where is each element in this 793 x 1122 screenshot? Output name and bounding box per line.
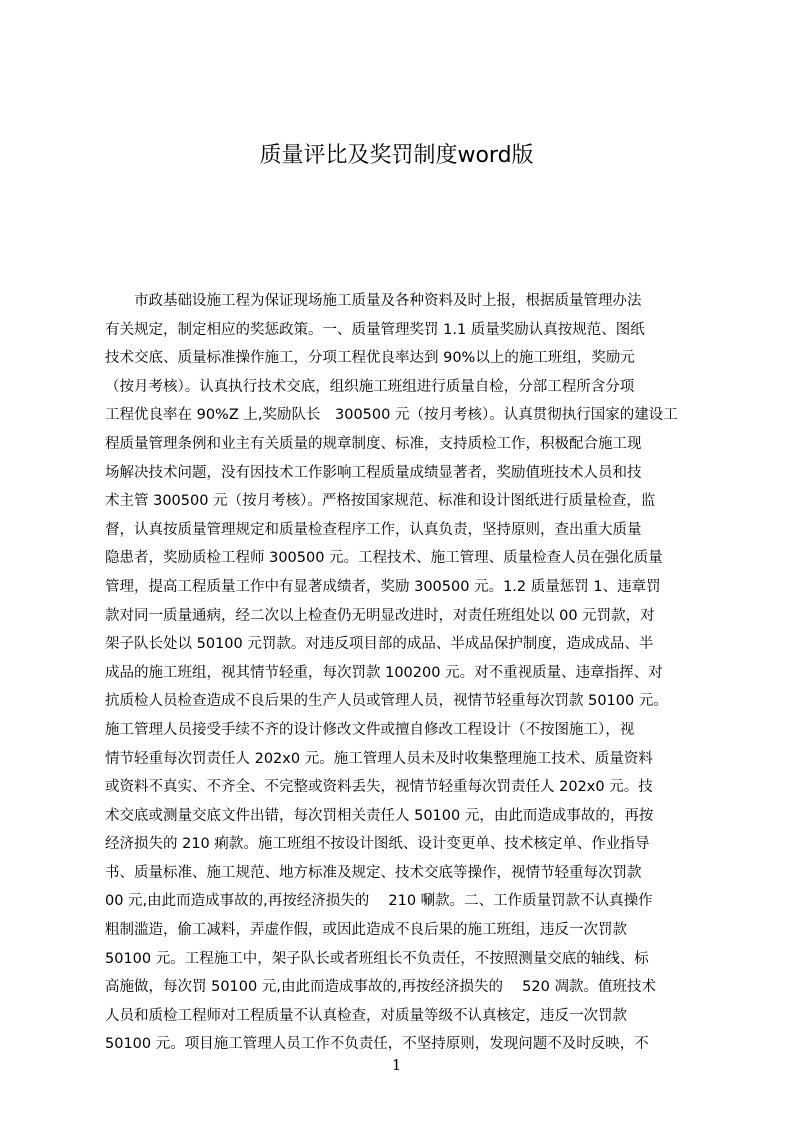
body-line: 抗质检人员检查造成不良后果的生产人员或管理人员，视情节轻重每次罚款 50100 元。 <box>105 693 668 710</box>
body-line: 书、质量标准、施工规范、地方标准及规定、技术交底等操作，视情节轻重每次罚款 <box>105 864 642 881</box>
body-line: 高施做，每次罚 50100 元,由此而造成事故的,再按经济损失的 520 凋款。值班技术 <box>105 979 656 996</box>
body-line: 市政基础设施工程为保证现场施工质量及各种资料及时上报，根据质量管理办法 <box>105 293 642 309</box>
body-line: 有关规定，制定相应的奖惩政策。一、质量管理奖罚 1.1 质量奖励认真按规范、图纸 <box>105 321 645 338</box>
body-line: 施工管理人员接受手续不齐的设计修改文件或擅自修改工程设计（不按图施工），视 <box>105 721 635 738</box>
body-line: 架子队长处以 50100 元罚款。对违反项目部的成品、半成品保护制度，造成成品、半 <box>105 636 654 653</box>
body-line: 款对同一质量通病，经二次以上检查仍无明显改进时，对责任班组处以 00 元罚款，对 <box>105 607 655 624</box>
body-line: 技术交底、质量标准操作施工，分项工程优良率达到 90%以上的施工班组，奖励元 <box>105 350 635 367</box>
body-line: 00 元,由此而造成事故的,再按经济损失的 210 唰款。二、工作质量罚款不认真操作 <box>105 893 653 910</box>
body-line: 督，认真按质量管理规定和质量检查程序工作，认真负责，坚持原则，查出重大质量 <box>105 521 642 538</box>
body-line: 或资料不真实、不齐全、不完整或资料丢失，视情节轻重每次罚责任人 202x0 元。技 <box>105 779 653 796</box>
page-number: 1 <box>391 1056 402 1074</box>
body-line: 管理，提高工程质量工作中有显著成绩者，奖励 300500 元。1.2 质量惩罚 1、违章罚 <box>105 578 661 595</box>
body-line: 50100 元。项目施工管理人员工作不负责任，不坚持原则，发现问题不及时反映，不 <box>105 1036 649 1053</box>
body-line: 程质量管理条例和业主有关质量的规章制度、标准，支持质检工作，积极配合施工现 <box>105 435 642 452</box>
body-line: 隐患者，奖励质检工程师 300500 元。工程技术、施工管理、质量检查人员在强化质量 <box>105 550 663 567</box>
body-line: （按月考核）。认真执行技术交底，组织施工班组进行质量自检，分部工程所含分项 <box>105 378 635 395</box>
body-line: 场解决技术问题，没有因技术工作影响工程质量成绩显著者，奖励值班技术人员和技 <box>105 464 642 481</box>
body-line: 术主管 300500 元（按月考核）。严格按国家规范、标准和设计图纸进行质量检查，监 <box>105 493 656 510</box>
body-line: 工程优良率在 90%Z 上,奖励队长 300500 元（按月考核）。认真贯彻执行国家的建设工 <box>105 407 678 424</box>
body-line: 粗制滥造，偷工减料，弄虚作假，或因此造成不良后果的施工班组，违反一次罚款 <box>105 922 627 939</box>
body-line: 人员和质检工程师对工程质量不认真检查，对质量等级不认真核定，违反一次罚款 <box>105 1007 627 1024</box>
body-line: 情节轻重每次罚责任人 202x0 元。施工管理人员未及时收集整理施工技术、质量资料 <box>105 750 653 767</box>
body-line: 成品的施工班组，视其情节轻重，每次罚款 100200 元。对不重视质量、违章指挥、对 <box>105 664 663 681</box>
body-line: 术交底或测量交底文件出错，每次罚相关责任人 50100 元，由此而造成事故的，再按 <box>105 807 654 824</box>
document-body <box>105 287 699 1059</box>
document-title: 质量评比及奖罚制度word版 <box>259 143 534 168</box>
body-line: 经济损失的 210 痢款。施工班组不按设计图纸、设计变更单、技术核定单、作业指导 <box>105 836 650 853</box>
body-line: 50100 元。工程施工中，架子队长或者班组长不负责任，不按照测量交底的轴线、标 <box>105 950 649 967</box>
